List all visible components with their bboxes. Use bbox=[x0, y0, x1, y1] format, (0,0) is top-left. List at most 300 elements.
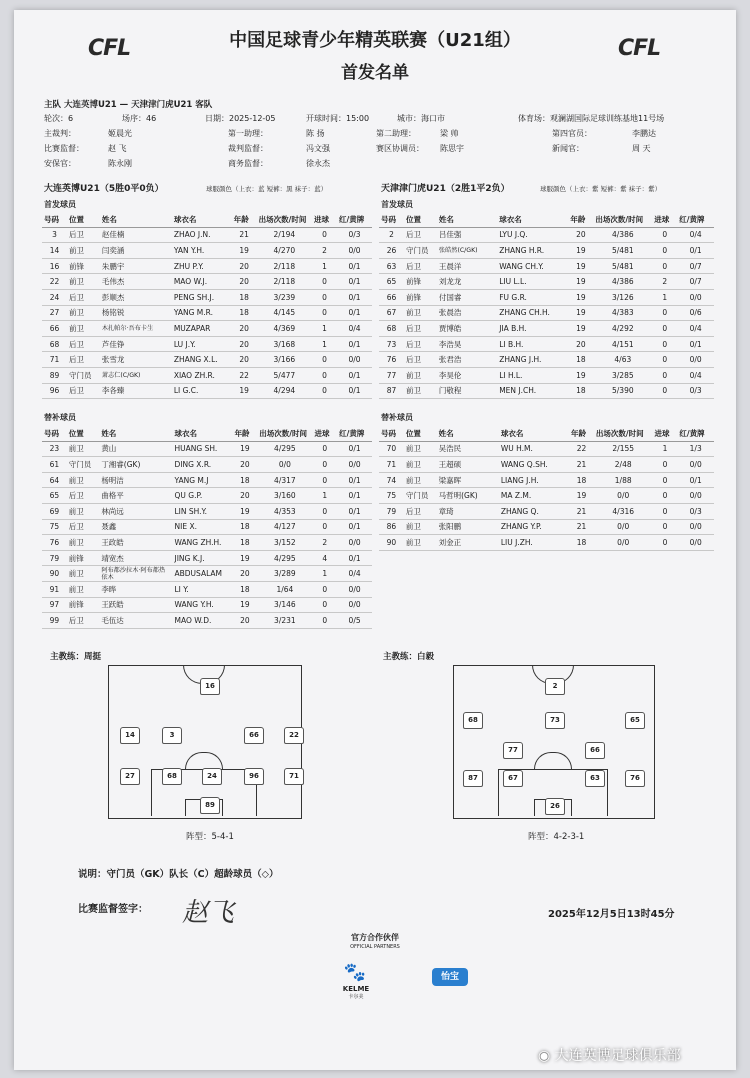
player-cell: LIN SH.Y. bbox=[173, 503, 233, 519]
player-cell: 0 bbox=[653, 535, 678, 551]
player-cell: 0 bbox=[652, 383, 677, 399]
player-shirt: 68 bbox=[162, 768, 182, 785]
player-cell: 0/1 bbox=[337, 258, 372, 274]
player-row bbox=[379, 352, 714, 368]
player-shirt: 16 bbox=[200, 678, 220, 695]
player-cell: 0 bbox=[312, 352, 337, 368]
player-cell: 前卫 bbox=[404, 519, 437, 535]
player-shirt: 26 bbox=[545, 798, 565, 815]
player-cell: 20 bbox=[233, 566, 258, 582]
player-cell: 前卫 bbox=[67, 274, 100, 290]
player-row bbox=[42, 457, 372, 473]
player-row bbox=[42, 243, 372, 259]
player-cell: 后卫 bbox=[404, 352, 437, 368]
player-cell: 71 bbox=[379, 457, 404, 473]
player-row bbox=[42, 305, 372, 321]
player-cell: 0 bbox=[653, 488, 678, 504]
player-cell: 黄山 bbox=[99, 441, 172, 457]
player-cell: 0 bbox=[653, 472, 678, 488]
player-cell: 19 bbox=[569, 488, 594, 504]
player-cell: ZHU P.Y. bbox=[172, 258, 232, 274]
player-cell: 4/369 bbox=[257, 321, 312, 337]
column-header: 进球 bbox=[652, 212, 677, 227]
player-cell: 0/1 bbox=[337, 503, 372, 519]
player-cell: 0/7 bbox=[677, 274, 714, 290]
player-cell: 0 bbox=[653, 457, 678, 473]
player-cell: 3/160 bbox=[257, 488, 312, 504]
player-cell: 0 bbox=[312, 289, 337, 305]
player-cell: LYU J.Q. bbox=[497, 227, 568, 243]
match-number: 场序：46 bbox=[122, 114, 157, 123]
player-cell: 3 bbox=[42, 227, 67, 243]
column-header: 红/黄牌 bbox=[337, 426, 372, 441]
player-cell: 3/146 bbox=[257, 597, 312, 613]
player-row bbox=[379, 258, 714, 274]
player-cell: 0/1 bbox=[337, 519, 372, 535]
player-cell: 99 bbox=[42, 613, 67, 629]
player-cell: LU J.Y. bbox=[172, 336, 232, 352]
player-cell: 张阳鹏 bbox=[437, 519, 499, 535]
player-cell: 68 bbox=[42, 336, 67, 352]
player-cell: 王晨洋 bbox=[437, 258, 497, 274]
player-cell: 张雪龙 bbox=[100, 352, 172, 368]
player-row bbox=[379, 535, 714, 551]
column-header: 位置 bbox=[67, 426, 100, 441]
player-shirt: 22 bbox=[284, 727, 304, 744]
cfl-logo-left: CFL bbox=[88, 36, 131, 61]
player-cell: 64 bbox=[42, 472, 67, 488]
player-row bbox=[379, 457, 714, 473]
player-shirt: 71 bbox=[284, 768, 304, 785]
official-name: 陈思宇 bbox=[440, 144, 464, 153]
column-header: 姓名 bbox=[437, 426, 499, 441]
player-cell: 5/390 bbox=[593, 383, 652, 399]
player-cell: 18 bbox=[568, 383, 593, 399]
player-row bbox=[379, 472, 714, 488]
player-cell: 0/5 bbox=[337, 613, 372, 629]
away-starters-table bbox=[379, 212, 714, 399]
player-cell: 21 bbox=[569, 457, 594, 473]
player-cell: 后卫 bbox=[404, 321, 437, 337]
player-cell: 吴浩民 bbox=[437, 441, 499, 457]
player-cell: 萧志仁(C/GK) bbox=[100, 367, 172, 383]
player-cell: FU G.R. bbox=[497, 289, 568, 305]
home-penalty-arc bbox=[185, 752, 223, 769]
player-cell: 前锋 bbox=[404, 274, 437, 290]
player-cell: 5/477 bbox=[257, 367, 312, 383]
player-cell: 张皓然(C/GK) bbox=[437, 243, 497, 259]
player-cell: 4 bbox=[312, 550, 337, 566]
player-cell: 0/1 bbox=[337, 289, 372, 305]
player-cell: 0/0 bbox=[677, 457, 714, 473]
player-cell: 前锋 bbox=[404, 289, 437, 305]
player-cell: 18 bbox=[232, 305, 257, 321]
player-cell: 87 bbox=[379, 383, 404, 399]
player-cell: PENG SH.J. bbox=[172, 289, 232, 305]
player-cell: 0/0 bbox=[337, 243, 372, 259]
player-row bbox=[379, 321, 714, 337]
venue: 体育场：观澜湖国际足球训练基地11号场 bbox=[518, 114, 665, 123]
player-cell: 0/1 bbox=[337, 441, 372, 457]
kelme-paw-icon: 🐾 bbox=[343, 962, 367, 983]
player-cell: 后卫 bbox=[404, 336, 437, 352]
column-header: 球衣名 bbox=[497, 212, 568, 227]
player-cell: 19 bbox=[233, 597, 258, 613]
player-cell: 0 bbox=[312, 519, 337, 535]
player-cell: 0/4 bbox=[677, 227, 714, 243]
player-cell: 守门员 bbox=[67, 367, 100, 383]
player-cell: 86 bbox=[379, 519, 404, 535]
official-name: 赵 飞 bbox=[108, 144, 127, 153]
player-cell: 前卫 bbox=[67, 441, 100, 457]
player-cell: 前卫 bbox=[67, 581, 100, 597]
player-cell: 芦佳铮 bbox=[100, 336, 172, 352]
player-cell: ZHANG X.L. bbox=[172, 352, 232, 368]
column-header: 红/黄牌 bbox=[337, 212, 372, 227]
away-subs-table bbox=[379, 426, 714, 551]
player-cell: 0/1 bbox=[337, 550, 372, 566]
player-cell: 0/0 bbox=[594, 535, 653, 551]
player-row bbox=[42, 227, 372, 243]
player-row bbox=[42, 367, 372, 383]
player-cell: 18 bbox=[569, 472, 594, 488]
player-cell: 0 bbox=[312, 367, 337, 383]
column-header: 号码 bbox=[379, 426, 404, 441]
player-shirt: 2 bbox=[545, 678, 565, 695]
document-subtitle: 首发名单 bbox=[341, 63, 409, 83]
column-header: 球衣名 bbox=[173, 426, 233, 441]
player-row bbox=[42, 519, 372, 535]
player-cell: 0 bbox=[312, 227, 337, 243]
player-cell: 丁湘睿(GK) bbox=[99, 457, 172, 473]
player-cell: 前卫 bbox=[404, 535, 437, 551]
player-cell: 4/63 bbox=[593, 352, 652, 368]
player-cell: 前卫 bbox=[404, 441, 437, 457]
player-row bbox=[42, 336, 372, 352]
player-cell: 22 bbox=[232, 367, 257, 383]
player-cell: 4/386 bbox=[593, 227, 652, 243]
player-cell: YANG M.R. bbox=[172, 305, 232, 321]
official-role: 第四官员： bbox=[552, 129, 592, 138]
player-cell: 66 bbox=[379, 289, 404, 305]
player-cell: LI G.C. bbox=[172, 383, 232, 399]
cbest-logo: 怡宝 bbox=[432, 968, 468, 986]
player-shirt: 73 bbox=[545, 712, 565, 729]
player-cell: 0 bbox=[652, 227, 677, 243]
player-cell: 李昊伦 bbox=[437, 367, 497, 383]
player-cell: 23 bbox=[42, 441, 67, 457]
player-cell: 0/1 bbox=[337, 336, 372, 352]
player-cell: 0/6 bbox=[677, 305, 714, 321]
player-cell: 0 bbox=[312, 503, 337, 519]
player-cell: 63 bbox=[379, 258, 404, 274]
player-cell: 后卫 bbox=[404, 258, 437, 274]
player-cell: 0 bbox=[312, 305, 337, 321]
home-team-title: 大连英博U21（5胜0平0负） bbox=[44, 184, 164, 194]
player-cell: 4/270 bbox=[257, 243, 312, 259]
player-cell: 69 bbox=[42, 503, 67, 519]
column-header: 进球 bbox=[312, 426, 337, 441]
player-cell: 90 bbox=[42, 566, 67, 582]
player-cell: MUZAPAR bbox=[172, 321, 232, 337]
away-penalty-arc bbox=[534, 752, 572, 769]
player-cell: 守门员 bbox=[404, 243, 437, 259]
player-row bbox=[42, 581, 372, 597]
player-cell: 贾博皓 bbox=[437, 321, 497, 337]
player-cell: 4/353 bbox=[257, 503, 312, 519]
player-cell: 前卫 bbox=[67, 243, 100, 259]
official-role: 新闻官： bbox=[552, 144, 584, 153]
column-header: 出场次数/时间 bbox=[257, 426, 312, 441]
player-cell: 0/3 bbox=[337, 227, 372, 243]
player-cell: 0/0 bbox=[594, 488, 653, 504]
player-cell: 0/7 bbox=[677, 258, 714, 274]
player-cell: 0 bbox=[312, 441, 337, 457]
player-shirt: 14 bbox=[120, 727, 140, 744]
player-row bbox=[42, 441, 372, 457]
player-cell: 4/317 bbox=[257, 472, 312, 488]
player-cell: 20 bbox=[233, 457, 258, 473]
official-role: 裁判监督： bbox=[228, 144, 268, 153]
player-cell: 19 bbox=[568, 367, 593, 383]
player-cell: 章琦 bbox=[437, 503, 499, 519]
player-cell: 77 bbox=[379, 367, 404, 383]
player-row bbox=[42, 472, 372, 488]
player-cell: 0 bbox=[312, 383, 337, 399]
player-cell: 66 bbox=[42, 321, 67, 337]
player-cell: 1 bbox=[312, 566, 337, 582]
player-cell: 刘金正 bbox=[437, 535, 499, 551]
player-cell: 吕佳强 bbox=[437, 227, 497, 243]
player-cell: 2/194 bbox=[257, 227, 312, 243]
player-cell: 0 bbox=[312, 472, 337, 488]
player-cell: 18 bbox=[569, 535, 594, 551]
kelme-sublabel: 卡尔美 bbox=[348, 994, 364, 1000]
player-cell: 16 bbox=[42, 258, 67, 274]
player-cell: 0/0 bbox=[337, 535, 372, 551]
player-cell: 21 bbox=[569, 519, 594, 535]
player-cell: 前卫 bbox=[404, 472, 437, 488]
watermark bbox=[538, 1045, 681, 1065]
player-cell: QU G.P. bbox=[173, 488, 233, 504]
player-cell: 18 bbox=[568, 352, 593, 368]
column-header: 位置 bbox=[404, 426, 437, 441]
player-cell: 0/0 bbox=[337, 352, 372, 368]
player-shirt: 89 bbox=[200, 797, 220, 814]
away-team-title: 天津津门虎U21（2胜1平2负） bbox=[381, 184, 510, 194]
player-cell: 89 bbox=[42, 367, 67, 383]
player-cell: 70 bbox=[379, 441, 404, 457]
player-cell: 0/0 bbox=[677, 519, 714, 535]
player-cell: YAN Y.H. bbox=[172, 243, 232, 259]
player-cell: 闫奕涵 bbox=[100, 243, 172, 259]
player-cell: 0/1 bbox=[677, 336, 714, 352]
player-shirt: 96 bbox=[244, 768, 264, 785]
player-cell: 91 bbox=[42, 581, 67, 597]
player-cell: 18 bbox=[233, 472, 258, 488]
player-cell: ZHANG Q. bbox=[499, 503, 569, 519]
player-cell: 0 bbox=[652, 243, 677, 259]
column-header: 号码 bbox=[42, 212, 67, 227]
player-cell: 20 bbox=[232, 274, 257, 290]
column-header: 进球 bbox=[653, 426, 678, 441]
player-cell: 3/285 bbox=[593, 367, 652, 383]
player-cell: 4/383 bbox=[593, 305, 652, 321]
official-role: 主裁判： bbox=[44, 129, 76, 138]
player-cell: 0/4 bbox=[677, 321, 714, 337]
document-title: 中国足球青少年精英联赛（U21组） bbox=[229, 30, 521, 51]
player-cell: 0 bbox=[312, 597, 337, 613]
player-cell: 0/1 bbox=[337, 274, 372, 290]
player-cell: 20 bbox=[232, 336, 257, 352]
player-cell: 林尚远 bbox=[99, 503, 172, 519]
player-cell: LI Y. bbox=[173, 581, 233, 597]
player-cell: WANG Y.H. bbox=[173, 597, 233, 613]
player-cell: 0/1 bbox=[337, 367, 372, 383]
official-role: 赛区协调员： bbox=[376, 144, 424, 153]
player-row bbox=[42, 352, 372, 368]
player-cell: 前卫 bbox=[404, 383, 437, 399]
player-cell: MAO W.J. bbox=[172, 274, 232, 290]
player-cell: 3/168 bbox=[257, 336, 312, 352]
player-cell: 18 bbox=[233, 519, 258, 535]
player-cell: 杨铭锐 bbox=[100, 305, 172, 321]
home-subs-table bbox=[42, 426, 372, 629]
player-shirt: 66 bbox=[585, 742, 605, 759]
cfl-logo-right: CFL bbox=[618, 36, 661, 61]
player-cell: 李各臻 bbox=[100, 383, 172, 399]
player-cell: 前卫 bbox=[67, 535, 100, 551]
player-cell: 3/166 bbox=[257, 352, 312, 368]
player-row bbox=[379, 274, 714, 290]
column-header: 年龄 bbox=[233, 426, 258, 441]
player-cell: 26 bbox=[379, 243, 404, 259]
player-cell: 71 bbox=[42, 352, 67, 368]
player-cell: 王政皓 bbox=[99, 535, 172, 551]
player-shirt: 27 bbox=[120, 768, 140, 785]
player-cell: 76 bbox=[379, 352, 404, 368]
player-cell: 20 bbox=[233, 488, 258, 504]
player-cell: 4/295 bbox=[257, 441, 312, 457]
official-name: 梁 帅 bbox=[440, 129, 459, 138]
away-formation: 阵型：4-2-3-1 bbox=[528, 832, 585, 842]
player-cell: 后卫 bbox=[67, 383, 100, 399]
player-cell: 0/0 bbox=[677, 289, 714, 305]
player-cell: 毛伟杰 bbox=[100, 274, 172, 290]
player-cell: 4/295 bbox=[257, 550, 312, 566]
player-cell: 3/126 bbox=[593, 289, 652, 305]
player-cell: 18 bbox=[233, 581, 258, 597]
column-header: 出场次数/时间 bbox=[593, 212, 652, 227]
player-cell: 20 bbox=[568, 336, 593, 352]
player-shirt: 65 bbox=[625, 712, 645, 729]
player-cell: 前卫 bbox=[67, 566, 100, 582]
player-cell: 4/151 bbox=[593, 336, 652, 352]
player-cell: 前锋 bbox=[67, 258, 100, 274]
player-cell: 1 bbox=[312, 321, 337, 337]
player-cell: 65 bbox=[42, 488, 67, 504]
signature-label: 比赛监督签字： bbox=[78, 904, 148, 915]
player-cell: 2/118 bbox=[257, 258, 312, 274]
player-cell: 75 bbox=[42, 519, 67, 535]
player-cell: 96 bbox=[42, 383, 67, 399]
player-cell: 79 bbox=[42, 550, 67, 566]
player-cell: 4/127 bbox=[257, 519, 312, 535]
player-cell: 后卫 bbox=[67, 488, 100, 504]
player-cell: 张晨浩 bbox=[437, 305, 497, 321]
watermark-text: 大连英博足球俱乐部 bbox=[554, 1048, 681, 1064]
player-cell: 0 bbox=[652, 321, 677, 337]
player-row bbox=[379, 519, 714, 535]
player-shirt: 87 bbox=[463, 770, 483, 787]
player-cell: 20 bbox=[568, 227, 593, 243]
column-header: 年龄 bbox=[568, 212, 593, 227]
player-cell: ABDUSALAM bbox=[173, 566, 233, 582]
player-cell: 后卫 bbox=[404, 503, 437, 519]
player-cell: 68 bbox=[379, 321, 404, 337]
away-kit: 球服颜色（上衣：紫 短裤：紫 袜子：紫） bbox=[540, 185, 662, 193]
player-row bbox=[42, 258, 372, 274]
player-cell: 0/0 bbox=[257, 457, 312, 473]
player-cell: WANG Q.SH. bbox=[499, 457, 569, 473]
player-cell: 20 bbox=[232, 258, 257, 274]
official-name: 徐永杰 bbox=[306, 159, 330, 168]
player-shirt: 24 bbox=[202, 768, 222, 785]
official-name: 冯文强 bbox=[306, 144, 330, 153]
player-cell: 后卫 bbox=[67, 227, 100, 243]
player-cell: 2 bbox=[312, 243, 337, 259]
player-cell: 0/0 bbox=[677, 535, 714, 551]
supervisor-signature: 赵飞 bbox=[182, 898, 235, 928]
column-header: 位置 bbox=[67, 212, 100, 227]
player-cell: 0/0 bbox=[337, 457, 372, 473]
player-cell: 2 bbox=[312, 535, 337, 551]
player-cell: 0 bbox=[312, 613, 337, 629]
player-cell: 65 bbox=[379, 274, 404, 290]
player-cell: 马哲明(GK) bbox=[437, 488, 499, 504]
player-cell: 后卫 bbox=[67, 613, 100, 629]
player-cell: 赵佳楠 bbox=[100, 227, 172, 243]
player-cell: 0 bbox=[653, 519, 678, 535]
player-cell: 0 bbox=[312, 274, 337, 290]
player-cell: 0/1 bbox=[337, 472, 372, 488]
player-cell: 97 bbox=[42, 597, 67, 613]
player-row bbox=[42, 488, 372, 504]
player-cell: DING X.R. bbox=[173, 457, 233, 473]
player-cell: 杨明洁 bbox=[99, 472, 172, 488]
official-name: 周 天 bbox=[632, 144, 651, 153]
column-header: 红/黄牌 bbox=[677, 212, 714, 227]
column-header: 进球 bbox=[312, 212, 337, 227]
player-cell: 0 bbox=[652, 336, 677, 352]
player-cell: ZHANG CH.H. bbox=[497, 305, 568, 321]
player-cell: 前卫 bbox=[404, 305, 437, 321]
kickoff-time: 开球时间：15:00 bbox=[306, 114, 370, 123]
player-cell: WANG ZH.H. bbox=[173, 535, 233, 551]
away-starters-label: 首发球员 bbox=[381, 200, 413, 209]
player-cell: 0 bbox=[652, 258, 677, 274]
player-cell: 4/292 bbox=[593, 321, 652, 337]
player-cell: 1 bbox=[312, 488, 337, 504]
player-cell: JING K.J. bbox=[173, 550, 233, 566]
player-cell: 1/88 bbox=[594, 472, 653, 488]
home-formation: 阵型：5-4-1 bbox=[186, 832, 234, 842]
player-cell: 聂鑫 bbox=[99, 519, 172, 535]
player-cell: 0/4 bbox=[677, 367, 714, 383]
player-cell: 2 bbox=[652, 274, 677, 290]
player-row bbox=[42, 613, 372, 629]
player-cell: 21 bbox=[232, 227, 257, 243]
